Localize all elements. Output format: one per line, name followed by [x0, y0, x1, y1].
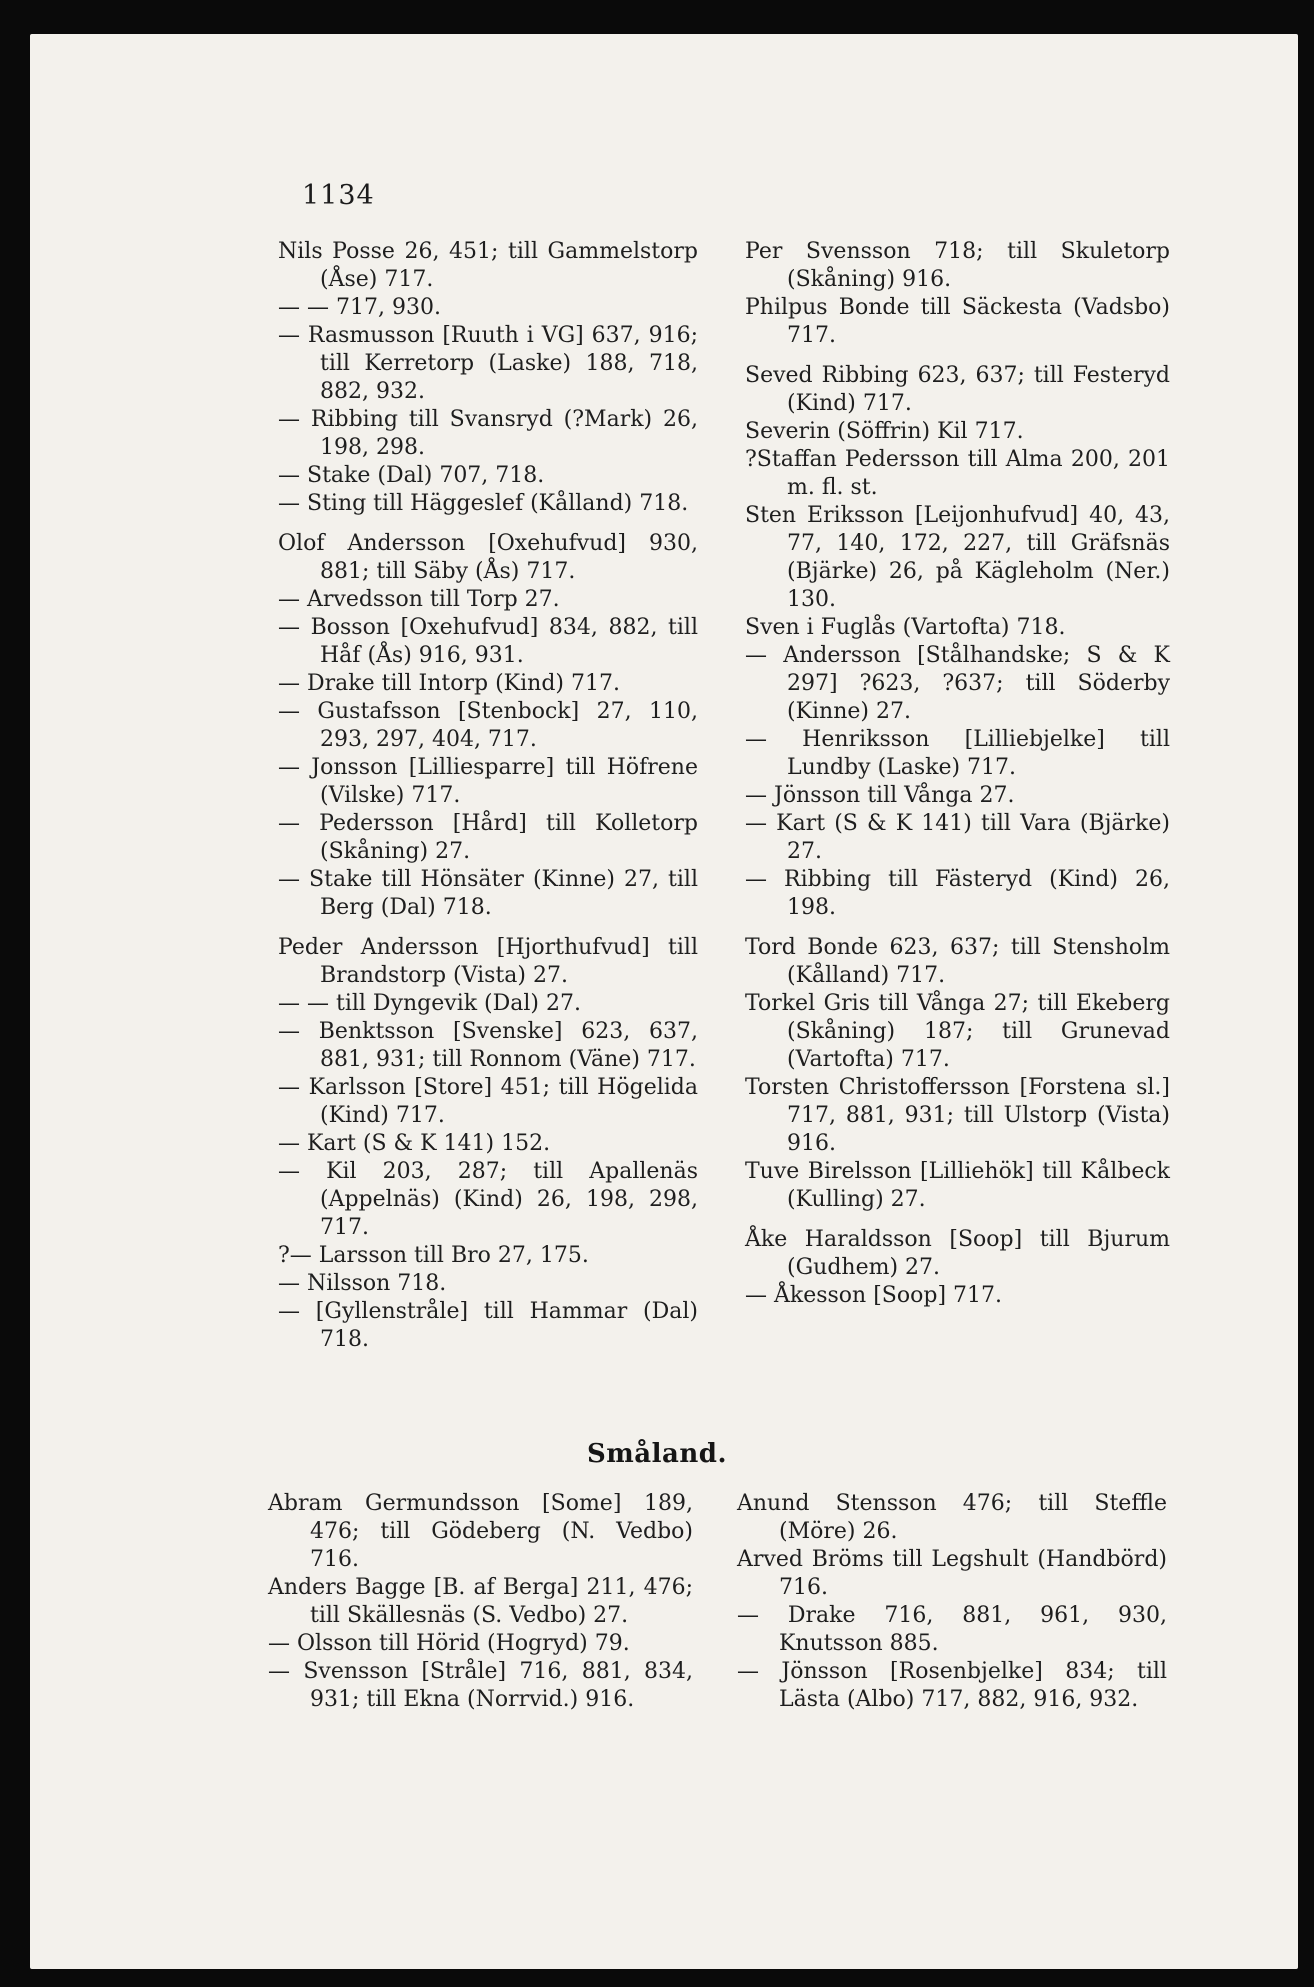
right-column-bottom	[737, 1490, 1167, 1714]
index-entry: — Sting till Häggeslef (Kålland) 718.	[278, 491, 689, 516]
index-entry: — — 717, 930.	[278, 295, 441, 320]
index-entry: Anund Stensson 476; till Steffle (Möre) 26.	[737, 1491, 1167, 1544]
left-column-top	[278, 238, 698, 1354]
index-entry: Peder Andersson [Hjorthufvud] till Brandstorp (Vista) 27.	[278, 935, 698, 988]
index-entry: Arved Bröms till Legshult (Handbörd) 716.	[737, 1547, 1167, 1600]
index-entry: — Arvedsson till Torp 27.	[278, 587, 560, 612]
index-entry: Sven i Fuglås (Vartofta) 718.	[745, 615, 1066, 640]
index-entry: Anders Bagge [B. af Berga] 211, 476; till Skällesnäs (S. Vedbo) 27.	[268, 1575, 693, 1628]
index-entry: — Drake 716, 881, 961, 930, Knutsson 885.	[737, 1603, 1167, 1656]
right-column-top	[745, 238, 1170, 1310]
index-entry: — Karlsson [Store] 451; till Högelida (Kind) 717.	[278, 1075, 698, 1128]
index-entry: Åke Haraldsson [Soop] till Bjurum (Gudhem) 27.	[745, 1227, 1170, 1280]
index-entry: — Stake till Hönsäter (Kinne) 27, till Berg (Dal) 718.	[278, 867, 698, 920]
index-entry: Tuve Birelsson [Lilliehök] till Kålbeck (Kulling) 27.	[745, 1159, 1170, 1212]
left-column-bottom	[268, 1490, 693, 1714]
index-entry: — Nilsson 718.	[278, 1271, 447, 1296]
index-entry: — Jonsson [Lilliesparre] till Höfrene (Vilske) 717.	[278, 755, 698, 808]
index-entry: — Kart (S & K 141) 152.	[278, 1131, 551, 1156]
index-entry: — Kart (S & K 141) till Vara (Bjärke) 27.	[745, 811, 1170, 864]
index-entry: — Bosson [Oxehufvud] 834, 882, till Håf (Ås) 916, 931.	[278, 615, 698, 668]
index-entry: Olof Andersson [Oxehufvud] 930, 881; till Säby (Ås) 717.	[278, 531, 698, 584]
index-entry: — Ribbing till Svansryd (?Mark) 26, 198, 298.	[278, 407, 698, 460]
index-entry: Nils Posse 26, 451; till Gammelstorp (Åse) 717.	[278, 239, 698, 292]
section-heading-smaland: Småland.	[587, 1439, 727, 1469]
index-entry: ?— Larsson till Bro 27, 175.	[278, 1243, 589, 1268]
index-entry: Torkel Gris till Vånga 27; till Ekeberg (Skåning) 187; till Grunevad (Vartofta) 717.	[745, 991, 1170, 1072]
index-entry: — Jönsson till Vånga 27.	[745, 783, 1015, 808]
index-entry: — Svensson [Stråle] 716, 881, 834, 931; till Ekna (Norrvid.) 916.	[268, 1659, 693, 1712]
index-entry: ?Staffan Pedersson till Alma 200, 201 m. fl. st.	[745, 447, 1170, 500]
index-entry: Tord Bonde 623, 637; till Stensholm (Kålland) 717.	[745, 935, 1170, 988]
index-entry: Abram Germundsson [Some] 189, 476; till Gödeberg (N. Vedbo) 716.	[268, 1491, 693, 1572]
index-entry: Sten Eriksson [Leijonhufvud] 40, 43, 77, 140, 172, 227, till Gräfsnäs (Bjärke) 26, på Kägleholm (Ner.) 130.	[745, 503, 1170, 612]
index-entry: — Jönsson [Rosenbjelke] 834; till Lästa (Albo) 717, 882, 916, 932.	[737, 1659, 1167, 1712]
index-entry: — Olsson till Hörid (Hogryd) 79.	[268, 1631, 630, 1656]
index-entry: — Ribbing till Fästeryd (Kind) 26, 198.	[745, 867, 1170, 920]
index-entry: Per Svensson 718; till Skuletorp (Skåning) 916.	[745, 239, 1170, 292]
index-entry: — Andersson [Stålhandske; S & K 297] ?623, ?637; till Söderby (Kinne) 27.	[745, 643, 1170, 724]
index-entry: — Pedersson [Hård] till Kolletorp (Skåning) 27.	[278, 811, 698, 864]
index-entry: — Åkesson [Soop] 717.	[745, 1283, 1003, 1308]
index-entry: — [Gyllenstråle] till Hammar (Dal) 718.	[278, 1299, 698, 1352]
index-entry: — Drake till Intorp (Kind) 717.	[278, 671, 620, 696]
index-entry: — Rasmusson [Ruuth i VG] 637, 916; till Kerretorp (Laske) 188, 718, 882, 932.	[278, 323, 698, 404]
index-entry: Seved Ribbing 623, 637; till Festeryd (Kind) 717.	[745, 363, 1170, 416]
index-entry: — — till Dyngevik (Dal) 27.	[278, 991, 581, 1016]
page-number: 1134	[302, 180, 375, 211]
index-entry: — Benktsson [Svenske] 623, 637, 881, 931; till Ronnom (Väne) 717.	[278, 1019, 698, 1072]
index-entry: — Gustafsson [Stenbock] 27, 110, 293, 297, 404, 717.	[278, 699, 698, 752]
index-entry: Philpus Bonde till Säckesta (Vadsbo) 717.	[745, 295, 1170, 348]
index-entry: Severin (Söffrin) Kil 717.	[745, 419, 1024, 444]
index-entry: — Stake (Dal) 707, 718.	[278, 463, 545, 488]
index-entry: — Henriksson [Lilliebjelke] till Lundby (Laske) 717.	[745, 727, 1170, 780]
index-entry: Torsten Christoffersson [Forstena sl.] 717, 881, 931; till Ulstorp (Vista) 916.	[745, 1075, 1170, 1156]
index-entry: — Kil 203, 287; till Apallenäs (Appelnäs) (Kind) 26, 198, 298, 717.	[278, 1159, 698, 1240]
